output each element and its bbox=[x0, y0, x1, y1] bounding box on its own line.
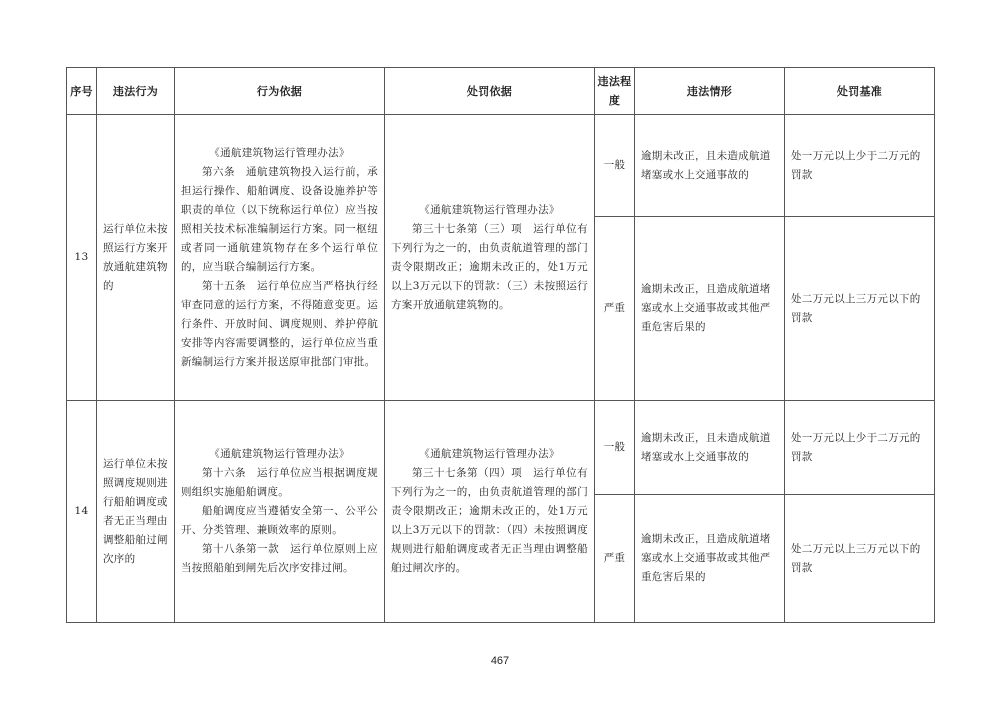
table-row bbox=[67, 401, 935, 495]
situation-cell: 逾期未改正，且造成航道堵塞或水上交通事故或其他严重危害后果的 bbox=[635, 495, 785, 623]
header-row bbox=[67, 68, 935, 115]
penalty-paragraph: 第三十七条第（四）项 运行单位有下列行为之一的，由负责航道管理的部门责令限期改正；逾期未改正的，处1万元以上3万元以下的罚款：（四）未按照调度规则进行船舶调度或者无正当理由调整船舶过闸次序的。 bbox=[391, 467, 588, 574]
degree-cell: 一般 bbox=[595, 401, 635, 495]
penalty-basis-cell bbox=[385, 115, 595, 401]
violation-cell: 运行单位未按照运行方案开放通航建筑物的 bbox=[97, 115, 175, 401]
basis-paragraph: 第十八条第一款 运行单位原则上应当按照船舶到闸先后次序安排过闸。 bbox=[181, 543, 378, 574]
page-number: 467 bbox=[490, 655, 510, 667]
penalty-paragraph: 第三十七条第（三）项 运行单位有下列行为之一的，由负责航道管理的部门责令限期改正；逾期未改正的，处1万元以上3万元以下的罚款：（三）未按照运行方案开放通航建筑物的。 bbox=[391, 222, 588, 311]
standard-cell: 处二万元以上三万元以下的罚款 bbox=[785, 495, 935, 623]
basis-paragraph: 第十六条 运行单位应当根据调度规则组织实施船舶调度。 bbox=[181, 467, 378, 498]
header-situation: 违法情形 bbox=[635, 68, 785, 115]
table-row bbox=[67, 115, 935, 217]
degree-cell: 严重 bbox=[595, 495, 635, 623]
situation-cell: 逾期未改正，且造成航道堵塞或水上交通事故或其他严重危害后果的 bbox=[635, 217, 785, 401]
row-number: 13 bbox=[67, 115, 97, 401]
degree-cell: 一般 bbox=[595, 115, 635, 217]
standard-cell: 处一万元以上少于二万元的罚款 bbox=[785, 401, 935, 495]
degree-cell: 严重 bbox=[595, 217, 635, 401]
header-basis: 行为依据 bbox=[175, 68, 385, 115]
header-degree: 违法程度 bbox=[595, 68, 635, 115]
basis-cell bbox=[175, 401, 385, 623]
standard-cell: 处一万元以上少于二万元的罚款 bbox=[785, 115, 935, 217]
basis-paragraph: 第十五条 运行单位应当严格执行经审查同意的运行方案，不得随意变更。运行条件、开放时间、调度规则、养护停航安排等内容需要调整的，运行单位应当重新编制运行方案并报送原审批部门审批。 bbox=[181, 279, 378, 368]
violation-cell: 运行单位未按照调度规则进行船舶调度或者无正当理由调整船舶过闸次序的 bbox=[97, 401, 175, 623]
penalty-table bbox=[66, 67, 935, 623]
basis-paragraph: 船舶调度应当遵循安全第一、公平公开、分类管理、兼顾效率的原则。 bbox=[181, 505, 378, 536]
penalty-basis-cell bbox=[385, 401, 595, 623]
basis-title: 《通航建筑物运行管理办法》 bbox=[209, 448, 350, 460]
basis-cell bbox=[175, 115, 385, 401]
standard-cell: 处二万元以上三万元以下的罚款 bbox=[785, 217, 935, 401]
row-number: 14 bbox=[67, 401, 97, 623]
header-penalty-basis: 处罚依据 bbox=[385, 68, 595, 115]
situation-cell: 逾期未改正，且未造成航道堵塞或水上交通事故的 bbox=[635, 401, 785, 495]
basis-title: 《通航建筑物运行管理办法》 bbox=[209, 146, 350, 159]
penalty-title: 《通航建筑物运行管理办法》 bbox=[419, 448, 560, 460]
penalty-title: 《通航建筑物运行管理办法》 bbox=[419, 203, 560, 216]
situation-cell: 逾期未改正，且未造成航道堵塞或水上交通事故的 bbox=[635, 115, 785, 217]
header-violation: 违法行为 bbox=[97, 68, 175, 115]
header-no: 序号 bbox=[67, 68, 97, 115]
header-standard: 处罚基准 bbox=[785, 68, 935, 115]
basis-paragraph: 第六条 通航建筑物投入运行前，承担运行操作、船舶调度、设备设施养护等职责的单位（以下统称运行单位）应当按照相关技术标准编制运行方案。同一枢纽或者同一通航建筑物存在多个运行单位的，应当联合编制运行方案。 bbox=[181, 165, 378, 273]
